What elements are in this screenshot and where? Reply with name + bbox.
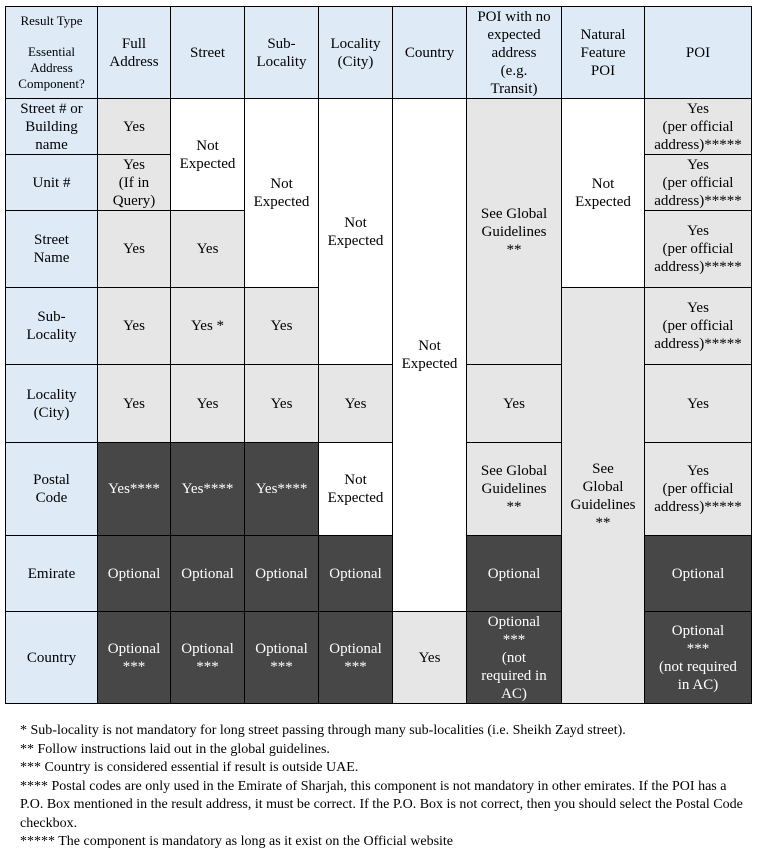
cell-transit-postal-code: See Global Guidelines ** — [466, 442, 562, 536]
row-header-street-name: Street Name — [5, 210, 98, 288]
row-header-emirate: Emirate — [5, 535, 98, 612]
row-header-unit: Unit # — [5, 154, 98, 211]
cell-poi-locality: Yes — [644, 364, 752, 443]
cell-street-country: Optional *** — [170, 611, 245, 704]
cell-street-sub-locality: Yes * — [170, 287, 245, 365]
row-header-sub-locality: Sub- Locality — [5, 287, 98, 365]
cell-full-address-street-number: Yes — [97, 98, 171, 155]
cell-poi-street-name: Yes (per official address)***** — [644, 210, 752, 288]
cell-transit-country: Optional *** (not required in AC) — [466, 611, 562, 704]
footnotes — [20, 722, 750, 852]
corner-header — [5, 6, 98, 99]
corner-result-type: Result Type — [20, 13, 83, 28]
cell-full-address-street-name: Yes — [97, 210, 171, 288]
col-header-sub-locality: Sub- Locality — [244, 6, 319, 99]
cell-sub-locality-postal-code: Yes**** — [244, 442, 319, 536]
cell-locality-locality: Yes — [318, 364, 393, 443]
footnote-5: ***** The component is mandatory as long as it exist on the Official website — [20, 834, 454, 849]
cell-poi-street-number: Yes (per official address)***** — [644, 98, 752, 155]
col-header-country: Country — [392, 6, 467, 99]
cell-locality-upper: Not Expected — [318, 98, 393, 365]
corner-essential-component: Essential Address Component? — [18, 44, 85, 91]
cell-sub-locality-upper: Not Expected — [244, 98, 319, 288]
cell-locality-country: Optional *** — [318, 611, 393, 704]
cell-poi-postal-code: Yes (per official address)***** — [644, 442, 752, 536]
row-header-street-number: Street # or Building name — [5, 98, 98, 155]
cell-sub-locality-emirate: Optional — [244, 535, 319, 612]
cell-country-country: Yes — [392, 611, 467, 704]
cell-poi-emirate: Optional — [644, 535, 752, 612]
cell-transit-emirate: Optional — [466, 535, 562, 612]
cell-locality-emirate: Optional — [318, 535, 393, 612]
cell-street-emirate: Optional — [170, 535, 245, 612]
cell-natural-lower: See Global Guidelines ** — [561, 287, 645, 704]
cell-sub-locality-country: Optional *** — [244, 611, 319, 704]
cell-country-upper: Not Expected — [392, 98, 467, 612]
cell-street-locality: Yes — [170, 364, 245, 443]
row-header-locality: Locality (City) — [5, 364, 98, 443]
col-header-locality: Locality (City) — [318, 6, 393, 99]
footnote-3: *** Country is considered essential if result is outside UAE. — [20, 760, 359, 775]
row-header-country: Country — [5, 611, 98, 704]
cell-full-address-locality: Yes — [97, 364, 171, 443]
col-header-full-address: Full Address — [97, 6, 171, 99]
cell-poi-sub-locality: Yes (per official address)***** — [644, 287, 752, 365]
essential-address-component-table — [5, 6, 752, 704]
footnote-2: ** Follow instructions laid out in the global guidelines. — [20, 741, 330, 757]
cell-street-postal-code: Yes**** — [170, 442, 245, 536]
cell-street-street-number-unit: Not Expected — [170, 98, 245, 211]
cell-full-address-emirate: Optional — [97, 535, 171, 612]
cell-locality-postal-code: Not Expected — [318, 442, 393, 536]
cell-full-address-country: Optional *** — [97, 611, 171, 704]
cell-transit-upper: See Global Guidelines ** — [466, 98, 562, 365]
col-header-street: Street — [170, 6, 245, 99]
cell-poi-country: Optional *** (not required in AC) — [644, 611, 752, 704]
cell-sub-locality-sub-locality: Yes — [244, 287, 319, 365]
row-header-postal-code: Postal Code — [5, 442, 98, 536]
footnote-4: **** Postal codes are only used in the Emirate of Sharjah, this component is not mandatory in other emirates. If the POI has a P.O. Box mentioned in the result address, it must be correct. If the P.O. Box is not correct, then you should select the Postal Code checkbox. — [20, 778, 743, 831]
footnote-1: * Sub-locality is not mandatory for long street passing through many sub-localities (i.e. Sheikh Zayd street). — [20, 723, 626, 738]
cell-full-address-unit: Yes (If in Query) — [97, 154, 171, 211]
cell-full-address-postal-code: Yes**** — [97, 442, 171, 536]
cell-transit-locality: Yes — [466, 364, 562, 443]
cell-street-street-name: Yes — [170, 210, 245, 288]
col-header-poi: POI — [644, 6, 752, 99]
cell-full-address-sub-locality: Yes — [97, 287, 171, 365]
col-header-natural-feature-poi: Natural Feature POI — [561, 6, 645, 99]
col-header-poi-no-address: POI with no expected address (e.g. Transit) — [466, 6, 562, 99]
cell-poi-unit: Yes (per official address)***** — [644, 154, 752, 211]
cell-sub-locality-locality: Yes — [244, 364, 319, 443]
cell-natural-upper: Not Expected — [561, 98, 645, 288]
